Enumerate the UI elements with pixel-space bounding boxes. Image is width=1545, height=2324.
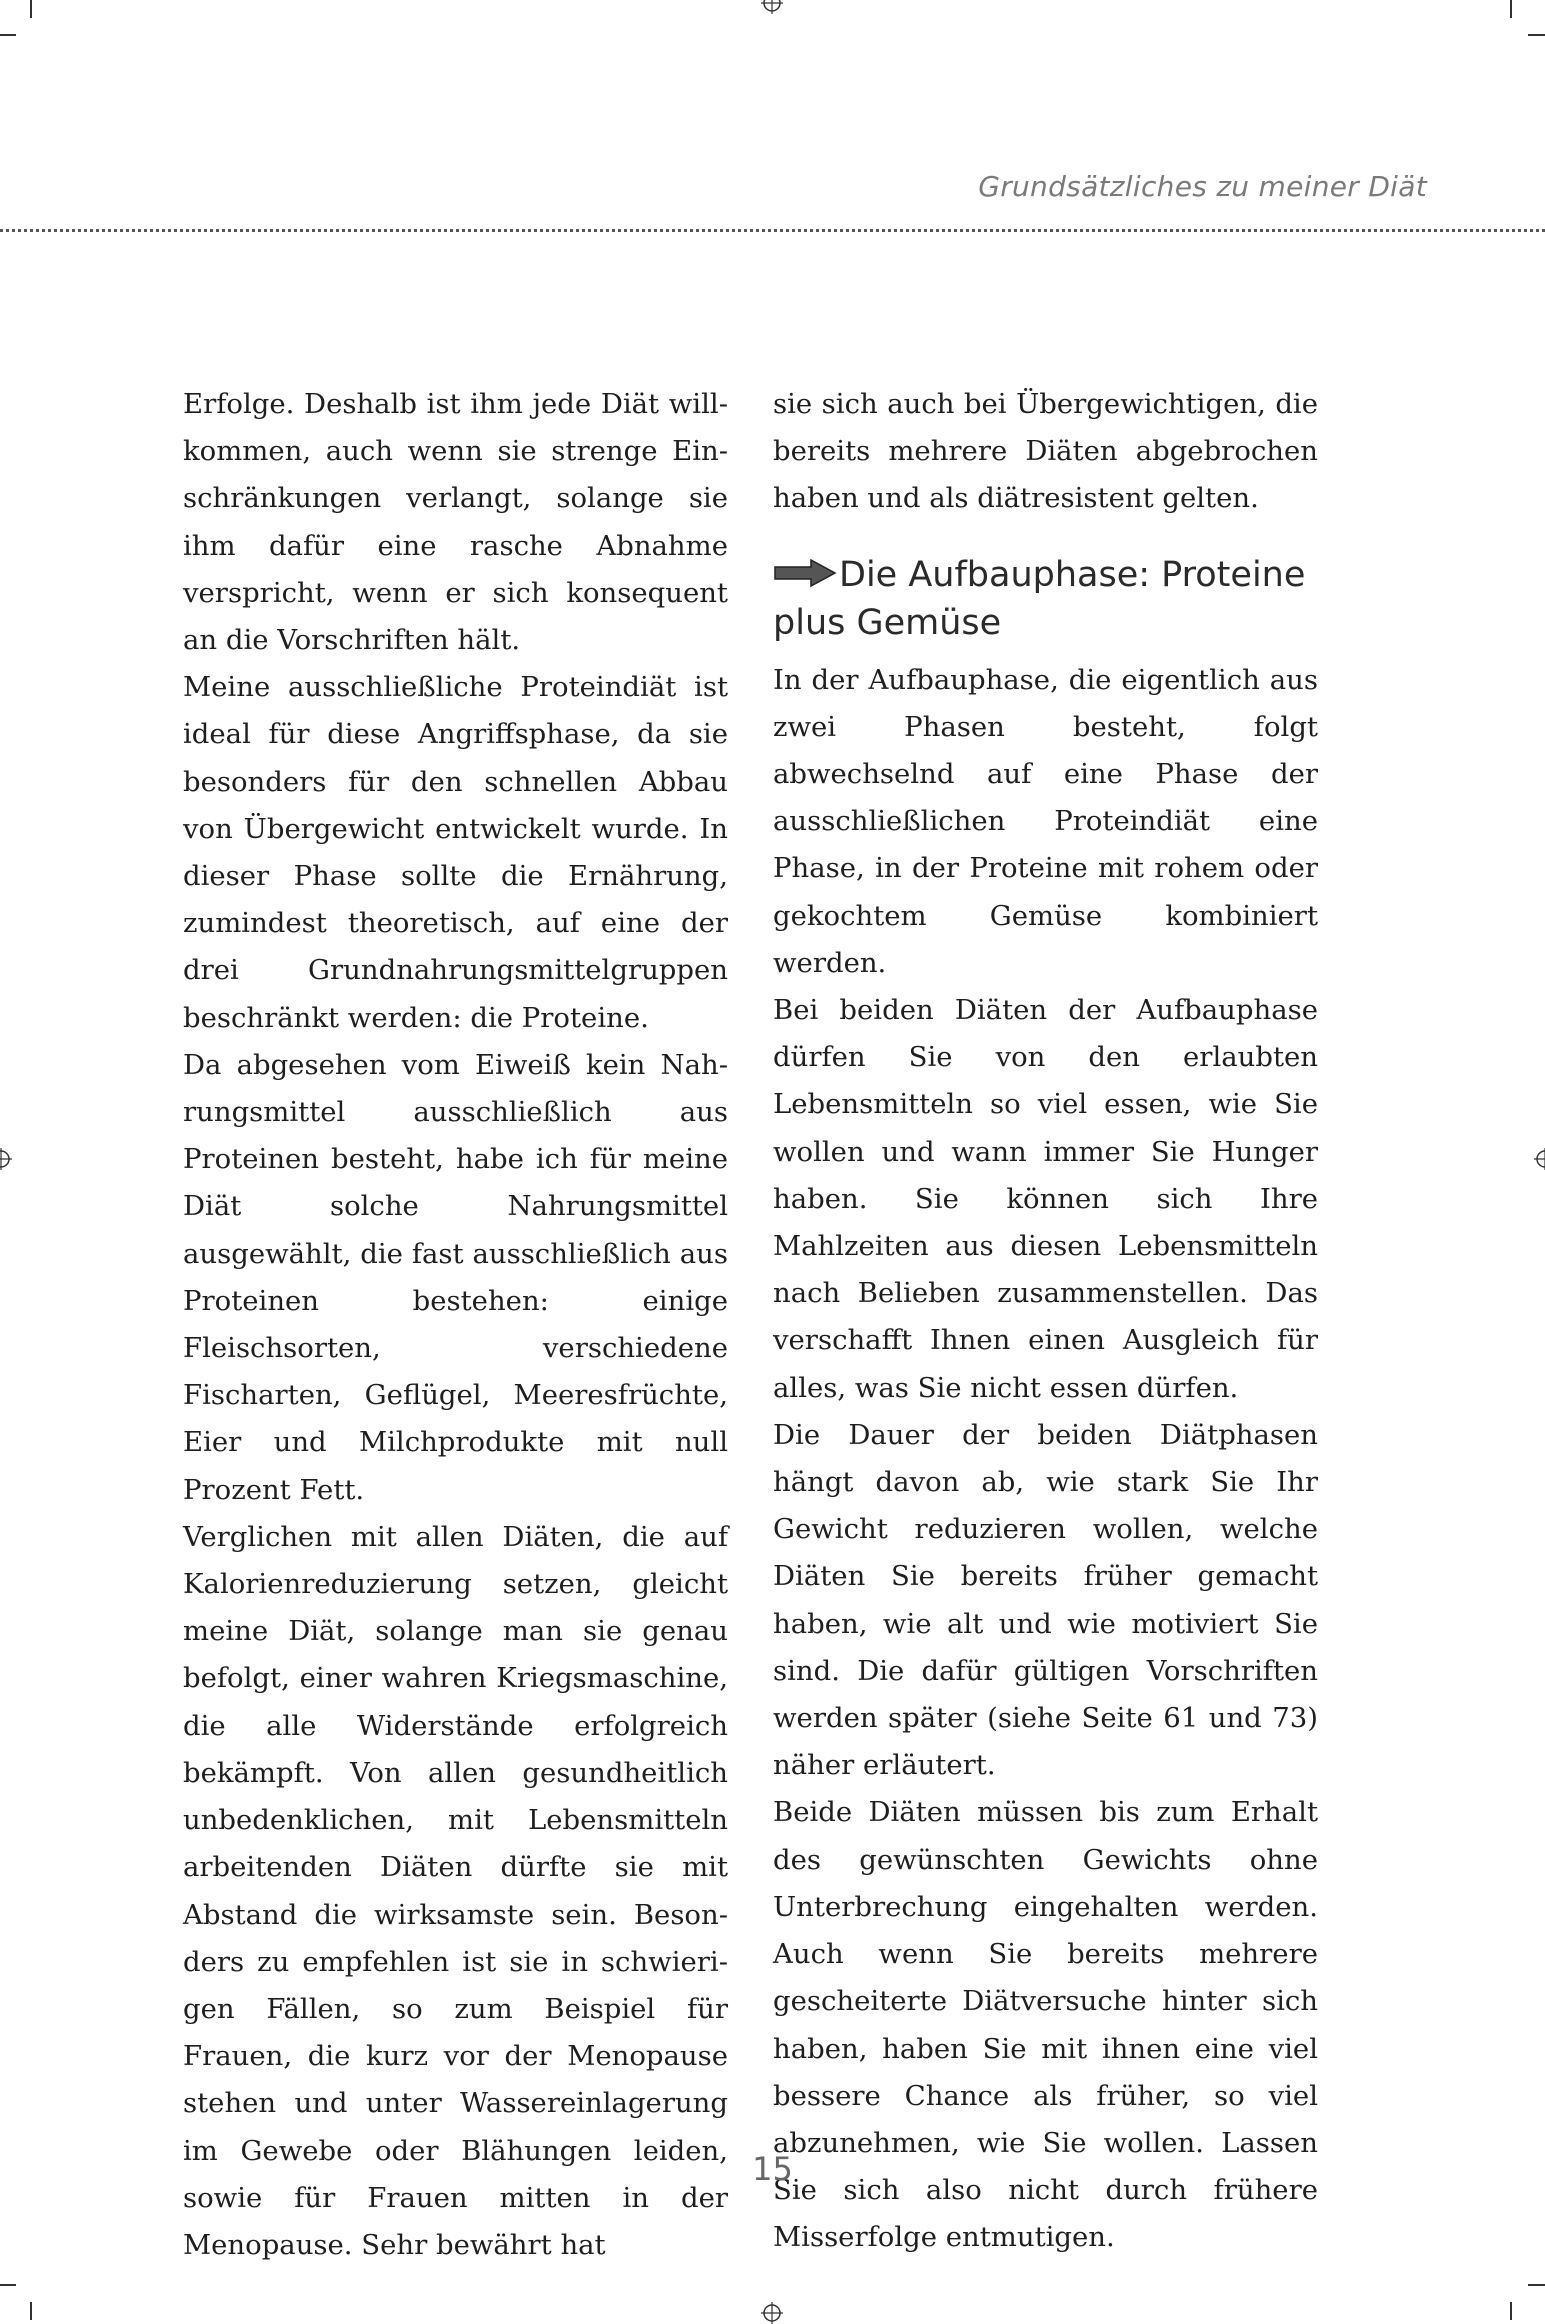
registration-mark-icon xyxy=(761,0,783,14)
crop-mark-top-left-h xyxy=(0,34,16,36)
crop-mark-bottom-right-v xyxy=(1510,2302,1512,2320)
paragraph: Erfolge. Deshalb ist ihm jede Diät willkommen, auch wenn sie strenge Einschränkungen verlangt, solange sie ihm dafür eine rasche Abnahme verspricht, wenn er sich konsequent an die Vorschriften hält. xyxy=(183,388,728,657)
paragraph: In der Aufbauphase, die eigentlich aus zwei Phasen besteht, folgt abwechselnd auf eine Phase der ausschließlichen Proteindiät eine Phase, in der Proteine mit rohem oder gekochtem Gemüse kombiniert werden. xyxy=(773,663,1318,979)
paragraph: Die Dauer der beiden Diätphasen hängt davon ab, wie stark Sie Ihr Gewicht reduzieren wollen, welche Diäten Sie bereits früher gemacht haben, wie alt und wie motiviert Sie sind. Die dafür gültigen Vorschriften werden später (siehe Seite 61 und 73) näher erläutert. xyxy=(773,1418,1318,1782)
header-dotted-rule xyxy=(0,229,1545,232)
left-column xyxy=(183,381,728,2269)
right-column xyxy=(773,381,1318,2262)
registration-mark-icon xyxy=(1534,1148,1545,1170)
page-number: 15 xyxy=(752,2150,793,2188)
paragraph: sie sich auch bei Übergewichtigen, die bereits mehrere Diäten abgebrochen haben und als diätresistent gelten. xyxy=(773,388,1318,515)
paragraph: Meine ausschließliche Proteindiät ist ideal für diese Angriffsphase, da sie besonders für den schnellen Abbau von Übergewicht entwickelt wurde. In dieser Phase sollte die Ernährung, zumindest theoretisch, auf eine der drei Grundnahrungsmittelgruppen beschränkt werden: die Proteine. xyxy=(183,671,728,1034)
crop-mark-bottom-right-h xyxy=(1528,2284,1545,2286)
paragraph: Bei beiden Diäten der Aufbauphase dürfen Sie von den erlaubten Lebensmitteln so viel essen, wie Sie wollen und wann immer Sie Hunger haben. Sie können sich Ihre Mahlzeiten aus diesen Lebensmitteln nach Belieben zusammenstellen. Das verschafft Ihnen einen Ausgleich für alles, was Sie nicht essen dürfen. xyxy=(773,994,1318,1404)
registration-mark-icon xyxy=(761,2302,783,2324)
crop-mark-bottom-left-h xyxy=(0,2284,16,2286)
crop-mark-top-right-h xyxy=(1528,34,1545,36)
paragraph: Da abgesehen vom Eiweiß kein Nahrungsmittel ausschließlich aus Proteinen besteht, habe ich für meine Diät solche Nahrungsmittel ausgewählt, die fast ausschließlich aus Proteinen bestehen: einige Fleischsorten, verschiedene Fischarten, Geflügel, Meeresfrüchte, Eier und Milchprodukte mit null Prozent Fett. xyxy=(183,1048,728,1506)
registration-mark-icon xyxy=(0,1148,12,1170)
paragraph: Verglichen mit allen Diäten, die auf Kalorienreduzierung setzen, gleicht meine Diät, solange man sie genau befolgt, einer wahren Kriegsmaschine, die alle Widerstände erfolgreich bekämpft. Von allen gesundheitlich unbedenklichen, mit Lebensmitteln arbeitenden Diäten dürfte sie mit Abstand die wirksamste sein. Besonders zu empfehlen ist sie in schwierigen Fällen, so zum Beispiel für Frauen, die kurz vor der Menopause stehen und unter Wassereinlagerung im Gewebe oder Blähungen leiden, sowie für Frauen mitten in der Menopause. Sehr bewährt hat xyxy=(183,1520,728,2261)
section-heading xyxy=(773,551,1318,647)
section-heading-text: Die Aufbauphase: Proteine plus Gemüse xyxy=(773,554,1306,643)
arrow-right-icon xyxy=(773,558,837,588)
crop-mark-top-right-v xyxy=(1510,0,1512,18)
crop-mark-top-left-v xyxy=(30,0,32,18)
crop-mark-bottom-left-v xyxy=(30,2302,32,2320)
paragraph: Beide Diäten müssen bis zum Erhalt des gewünschten Gewichts ohne Unterbrechung eingehalten werden. Auch wenn Sie bereits mehrere gescheiterte Diätversuche hinter sich haben, haben Sie mit ihnen eine viel bessere Chance als früher, so viel abzunehmen, wie Sie wollen. Lassen Sie sich also nicht durch frühere Misserfolge entmutigen. xyxy=(773,1796,1318,2254)
running-head: Grundsätzliches zu meiner Diät xyxy=(978,170,1427,203)
